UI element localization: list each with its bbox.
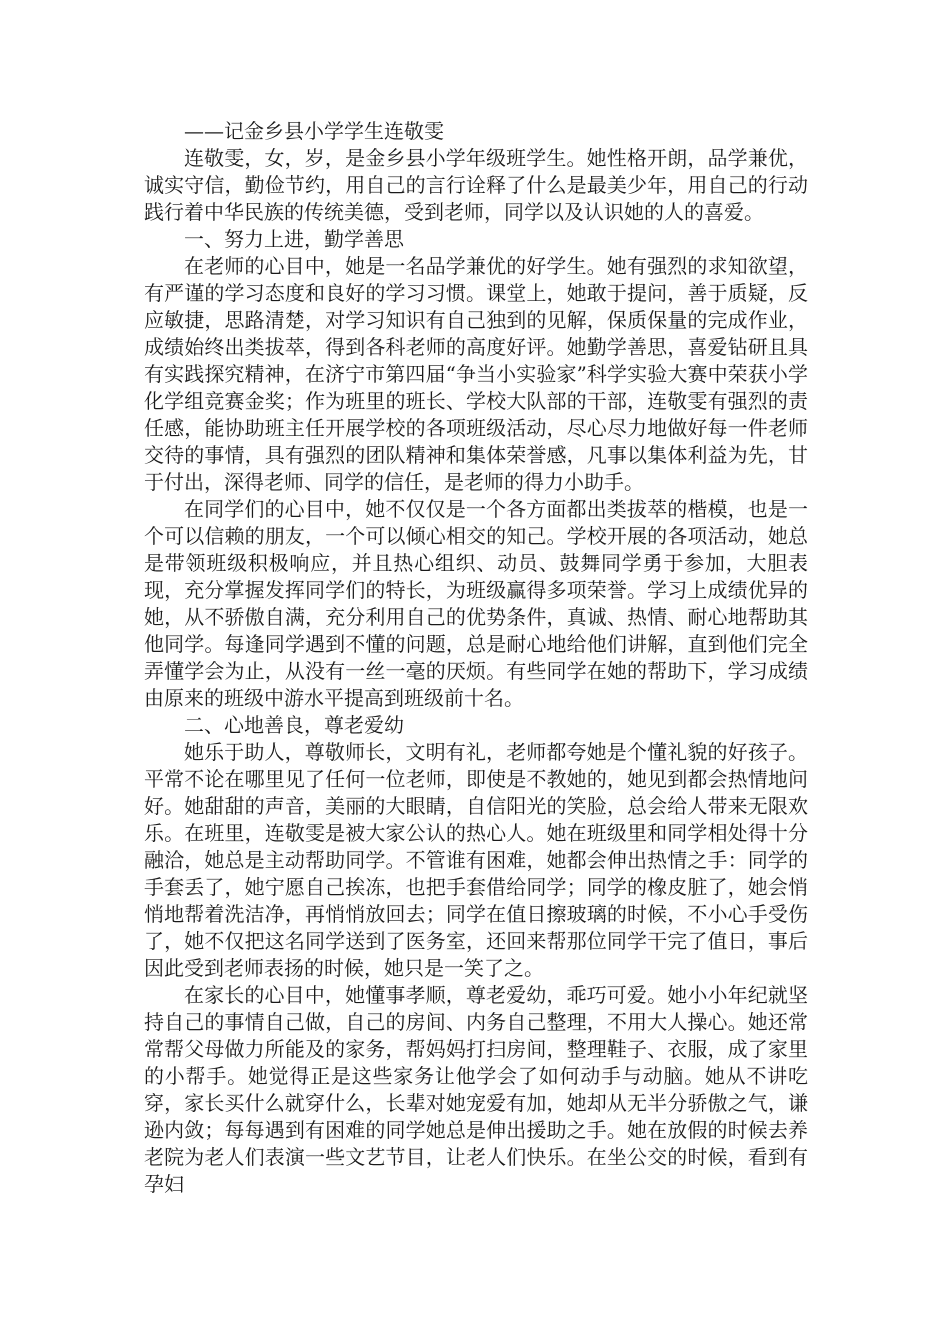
document-page — [144, 118, 808, 1198]
section-2-heading: 二、心地善良，尊老爱幼 — [184, 713, 404, 737]
section-2-paragraph-helping: 她乐于助人，尊敬师长，文明有礼，老师都夸她是个懂礼貌的好孩子。平常不论在哪里见了任何一位老师，即使是不教她的，她见到都会热情地问好。她甜甜的声音，美丽的大眼睛，自信阳光的笑脸，总会给人带来无限欢乐。在班里，连敬雯是被大家公认的热心人。她在班级里和同学相处得十分融洽，她总是主动帮助同学。不管谁有困难，她都会伸出热情之手：同学的手套丢了，她宁愿自己挨冻，也把手套借给同学；同学的橡皮脏了，她会悄悄地帮着洗洁净，再悄悄放回去；同学在值日擦玻璃的时候，不小心手受伤了，她不仅把这名同学送到了医务室，还回来帮那位同学干完了值日，事后因此受到老师表扬的时候，她只是一笑了之。 — [144, 740, 808, 980]
section-1-paragraph-teachers: 在老师的心目中，她是一名品学兼优的好学生。她有强烈的求知欲望，有严谨的学习态度和良好的学习习惯。课堂上，她敢于提问，善于质疑，反应敏捷，思路清楚，对学习知识有自己独到的见解，保质保量的完成作业，成绩始终出类拔萃，得到各科老师的高度好评。她勤学善思，喜爱钻研且具有实践探究精神，在济宁市第四届“争当小实验家”科学实验大赛中荣获小学化学组竞赛金奖；作为班里的班长、学校大队部的干部，连敬雯有强烈的责任感，能协助班主任开展学校的各项班级活动，尽心尽力地做好每一件老师交待的事情，具有强烈的团队精神和集体荣誉感，凡事以集体利益为先，甘于付出，深得老师、同学的信任，是老师的得力小助手。 — [144, 254, 808, 494]
section-2-paragraph-parents: 在家长的心目中，她懂事孝顺，尊老爱幼，乖巧可爱。她小小年纪就坚持自己的事情自己做，自己的房间、内务自己整理，不用大人操心。她还常常帮父母做力所能及的家务，帮妈妈打扫房间，整理鞋子、衣服，成了家里的小帮手。她觉得正是这些家务让他学会了如何动手与动脑。她从不讲吃穿，家长买什么就穿什么，长辈对她宠爱有加，她却从无半分骄傲之气，谦逊内敛；每每遇到有困难的同学她总是伸出援助之手。她在放假的时候去养老院为老人们表演一些文艺节目，让老人们快乐。在坐公交的时候，看到有孕妇 — [144, 983, 808, 1196]
intro-paragraph: 连敬雯，女，岁，是金乡县小学年级班学生。她性格开朗，品学兼优，诚实守信，勤俭节约，用自己的言行诠释了什么是最美少年，用自己的行动践行着中华民族的传统美德，受到老师，同学以及认识她的人的喜爱。 — [144, 146, 808, 224]
section-1-heading: 一、努力上进，勤学善思 — [184, 227, 404, 251]
section-1-paragraph-classmates: 在同学们的心目中，她不仅仅是一个各方面都出类拔萃的楷模，也是一个可以信赖的朋友，一个可以倾心相交的知己。学校开展的各项活动，她总是带领班级积极响应，并且热心组织、动员、鼓舞同学勇于参加，大胆表现，充分掌握发挥同学们的特长，为班级赢得多项荣誉。学习上成绩优异的她，从不骄傲自满，充分利用自己的优势条件，真诚、热情、耐心地帮助其他同学。每逢同学遇到不懂的问题，总是耐心地给他们讲解，直到他们完全弄懂学会为止，从没有一丝一毫的厌烦。有些同学在她的帮助下，学习成绩由原来的班级中游水平提高到班级前十名。 — [144, 497, 808, 710]
document-subtitle: ——记金乡县小学学生连敬雯 — [184, 119, 444, 143]
